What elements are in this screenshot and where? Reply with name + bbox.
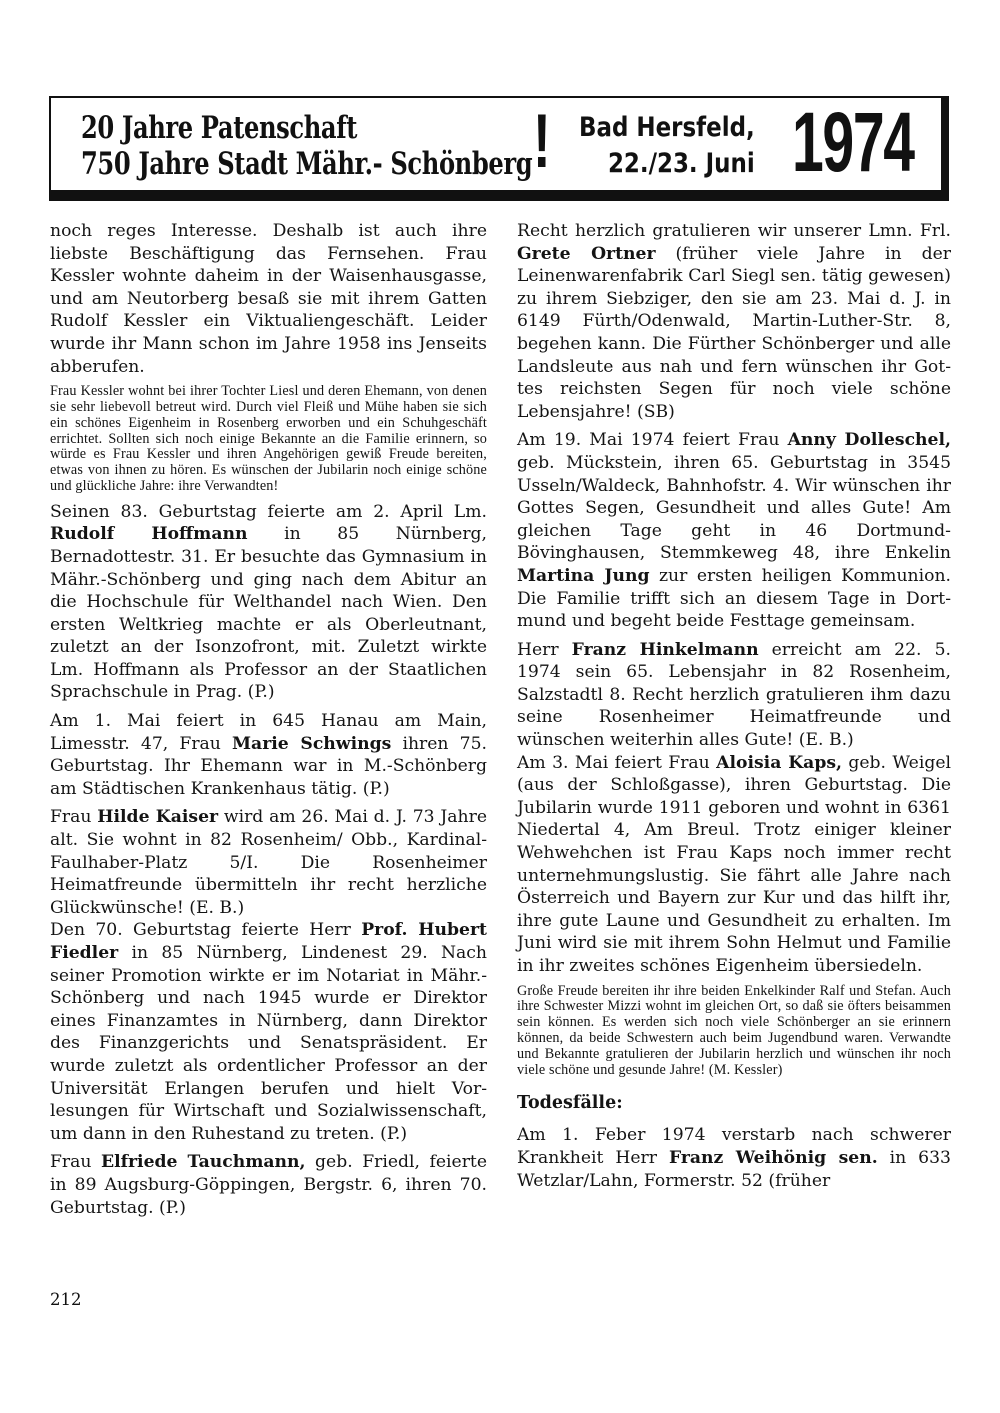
header-place-date	[579, 110, 755, 182]
text-run: Am 3. Mai feiert Frau	[517, 752, 717, 773]
event-header-box	[49, 96, 949, 201]
text-run: Todesfälle:	[517, 1093, 623, 1114]
section-heading	[517, 1092, 951, 1114]
person-name: Marie Schwings	[232, 733, 392, 754]
text-run: in 85 Nürnberg, Bernadottestr. 31. Er besuchte das Gymnasium in Mähr.-Schönberg und ging nach dem Abitur an die Hochschule für Welthandel nach Wien. Den ersten Weltkrieg machte er als Oberleutnant, zuletzt an der Isonzofront, mit. Zuletzt wirkte Lm. Hoffmann als Professor an der Staatlichen Sprachschule in Prag. (P.)	[50, 524, 487, 703]
header-dates: 22./23. Juni	[607, 148, 755, 179]
person-name: Prof. Hubert Fiedler	[50, 920, 487, 964]
text-run: Den 70. Geburtstag feierte Herr	[50, 920, 362, 941]
text-run: ihren 75. Geburtstag. Ihr Ehemann war in M.-Schönberg am Städtischen Krankenhaus tätig. (P.)	[50, 733, 487, 799]
header-line-patenschaft: 20 Jahre Patenschaft	[81, 110, 357, 146]
article-paragraph	[517, 220, 951, 423]
article-paragraph	[517, 639, 951, 752]
left-column	[50, 220, 487, 1225]
article-paragraph	[50, 919, 487, 1145]
text-run: Am 1. Mai feiert in 645 Hanau am Main, Limesstr. 47, Frau	[50, 711, 487, 754]
article-paragraph	[50, 1151, 487, 1219]
text-run: in 85 Nürnberg, Lindenest 29. Nach seiner Promotion wirkte er im Notariat in Mähr.-Schönberg und nach 1945 wurde er Direktor eines Finanzamtes in Nürnberg, dann Direktor des Finanzgerichts und Senatspräsident. Er wurde zuletzt als ordentlicher Professor an der Universität Erlangen berufen und hielt Vorlesungen für Wirtschaft und Sozialwissenschaft, um dann in den Ruhestand zu treten. (P.)	[50, 943, 487, 1144]
text-run: Frau	[50, 807, 98, 828]
article-paragraph	[50, 220, 487, 378]
person-name: Franz Weihönig sen.	[668, 1147, 878, 1168]
text-run: Recht herzlich gratulieren wir unserer Lmn. Frl.	[517, 221, 951, 241]
person-name: Elfriede Tauchmann,	[100, 1152, 306, 1173]
header-place: Bad Hersfeld,	[579, 112, 755, 143]
person-name: Aloisia Kaps,	[716, 752, 842, 773]
header-line-stadt: 750 Jahre Stadt Mähr.- Schönberg	[81, 146, 533, 182]
page-number: 212	[50, 1290, 82, 1309]
article-paragraph	[517, 752, 951, 978]
text-run: Am 1. Feber 1974 verstarb nach schwerer Krankheit Herr	[517, 1125, 951, 1168]
text-run: wird am 26. Mai d. J. 73 Jahre alt. Sie wohnt in 82 Rosenheim/ Obb., Kardinal-Faulhaber-Platz 5/I. Die Rosenheimer Heimatfreunde übermitteln ihr recht herzliche Glückwünsche! (E. B.)	[50, 807, 487, 918]
text-run: geb. Weigel (aus der Schloßgasse), ihren Geburtstag. Die Jubilarin wurde 1911 geboren und wohnt in 6361 Niedertal 4, Am Breul. Trotz einiger kleiner Wehwehchen ist Frau Kaps noch immer recht unternehmungslustig. Sie fährt alle Jahre nach Österreich und Bayern zur Kur und das hilft ihr, ihre gute Laune und Gesundheit zu erhalten. Im Juni wird sie mit ihrem Sohn Helmut und Familie in ihr zweites schönes Eigenheim übersiedeln.	[517, 752, 952, 976]
article-paragraph	[50, 710, 487, 800]
text-run: Seinen 83. Geburtstag feierte am 2. April Lm.	[50, 501, 487, 522]
person-name: Grete Ortner	[517, 243, 656, 264]
header-exclamation: !	[533, 99, 551, 184]
right-column	[517, 220, 951, 1198]
text-run: Frau Kessler wohnt bei ihrer Tochter Liesl und deren Ehemann, von denen sie sehr liebevoll betreut wird. Durch viel Fleiß und Mühe haben sie sich ein schönes Eigenheim in Rosenberg erworben und ein Schuhgeschäft errichtet. Sollten sich noch einige Bekannte an die Familie erinnern, so würde es Frau Kessler und ihren Angehörigen gewiß Freude bereiten, etwas von ihnen zu hören. Es wünschen der Jubilarin noch einige schöne und glückliche Jahre: ihre Verwandten!	[50, 383, 487, 494]
small-print-paragraph	[517, 984, 951, 1079]
article-paragraph	[517, 1124, 951, 1192]
article-paragraph	[50, 806, 487, 919]
text-run: (früher viele Jahre in der Leinenwarenfabrik Carl Siegl sen. tätig gewesen) zu ihrem Siebziger, den sie am 23. Mai d. J. in 6149 Fürth/Odenwald, Martin-Luther-Str. 8, begehen kann. Die Fürther Schönberger und alle Landsleute aus nah und fern wünschen ihr Gottes reichsten Segen für noch viele schöne Lebensjahre! (SB)	[517, 243, 951, 422]
header-titles	[81, 110, 532, 182]
text-run: noch reges Interesse. Deshalb ist auch ihre liebste Beschäftigung das Fernsehen. Frau Kessler wohnte daheim in der Waisenhausgasse, und am Neutorberg besaß sie mit ihrem Gatten Rudolf Kessler ein Viktualiengeschäft. Leider wurde ihr Mann schon im Jahre 1958 ins Jenseits abberufen.	[50, 221, 487, 377]
small-print-paragraph	[50, 384, 487, 495]
person-name: Martina Jung	[517, 565, 650, 586]
header-year: 1974	[792, 95, 914, 189]
person-name: Anny Dolleschel,	[787, 430, 951, 451]
person-name: Franz Hinkelmann	[571, 639, 759, 660]
article-paragraph	[517, 429, 951, 632]
text-run: geb. Mückstein, ihren 65. Geburtstag in 3545 Usseln/Waldeck, Bahnhofstr. 4. Wir wünschen ihr Gottes Segen, Gesundheit und alles Gute! Am gleichen Tage geht in 46 Dortmund-Bövinghausen, Stemmkeweg 48, ihre Enkelin	[517, 452, 951, 564]
text-run: Frau	[50, 1152, 101, 1173]
text-run: Am 19. Mai 1974 feiert Frau	[517, 430, 788, 451]
text-run: Große Freude bereiten ihr ihre beiden Enkelkinder Ralf und Stefan. Auch ihre Schwester Mizzi wohnt im gleichen Ort, so daß sie öfters beisammen sein können. Es werden sich noch viele Schönberger an sie erinnern können, da beide Schwestern auch beim Jugendbund waren. Verwandte und Bekannte gratulieren der Jubilarin herzlich und wünschen ihr noch viele schöne und gesunde Jahre! (M. Kessler)	[517, 982, 951, 1078]
article-paragraph	[50, 501, 487, 704]
person-name: Hilde Kaiser	[97, 807, 219, 828]
text-run: in 633 Wetzlar/Lahn, Formerstr. 52 (früher	[517, 1147, 951, 1191]
text-run: Herr	[517, 639, 572, 660]
text-run: geb. Friedl, feierte in 89 Augsburg-Göppingen, Bergstr. 6, ihren 70. Geburtstag. (P.)	[50, 1152, 487, 1218]
text-run: erreicht am 22. 5. 1974 sein 65. Lebensjahr in 82 Rosenheim, Salzstadtl 8. Recht herzlich gratulieren ihm dazu seine Rosenheimer Heimatfreunde und wünschen weiterhin alles Gute! (E. B.)	[517, 639, 951, 751]
person-name: Rudolf Hoffmann	[50, 524, 248, 545]
text-run: zur ersten heiligen Kommunion. Die Familie trifft sich an diesem Tage in Dortmund und begeht beide Festtage gemeinsam.	[517, 565, 951, 632]
